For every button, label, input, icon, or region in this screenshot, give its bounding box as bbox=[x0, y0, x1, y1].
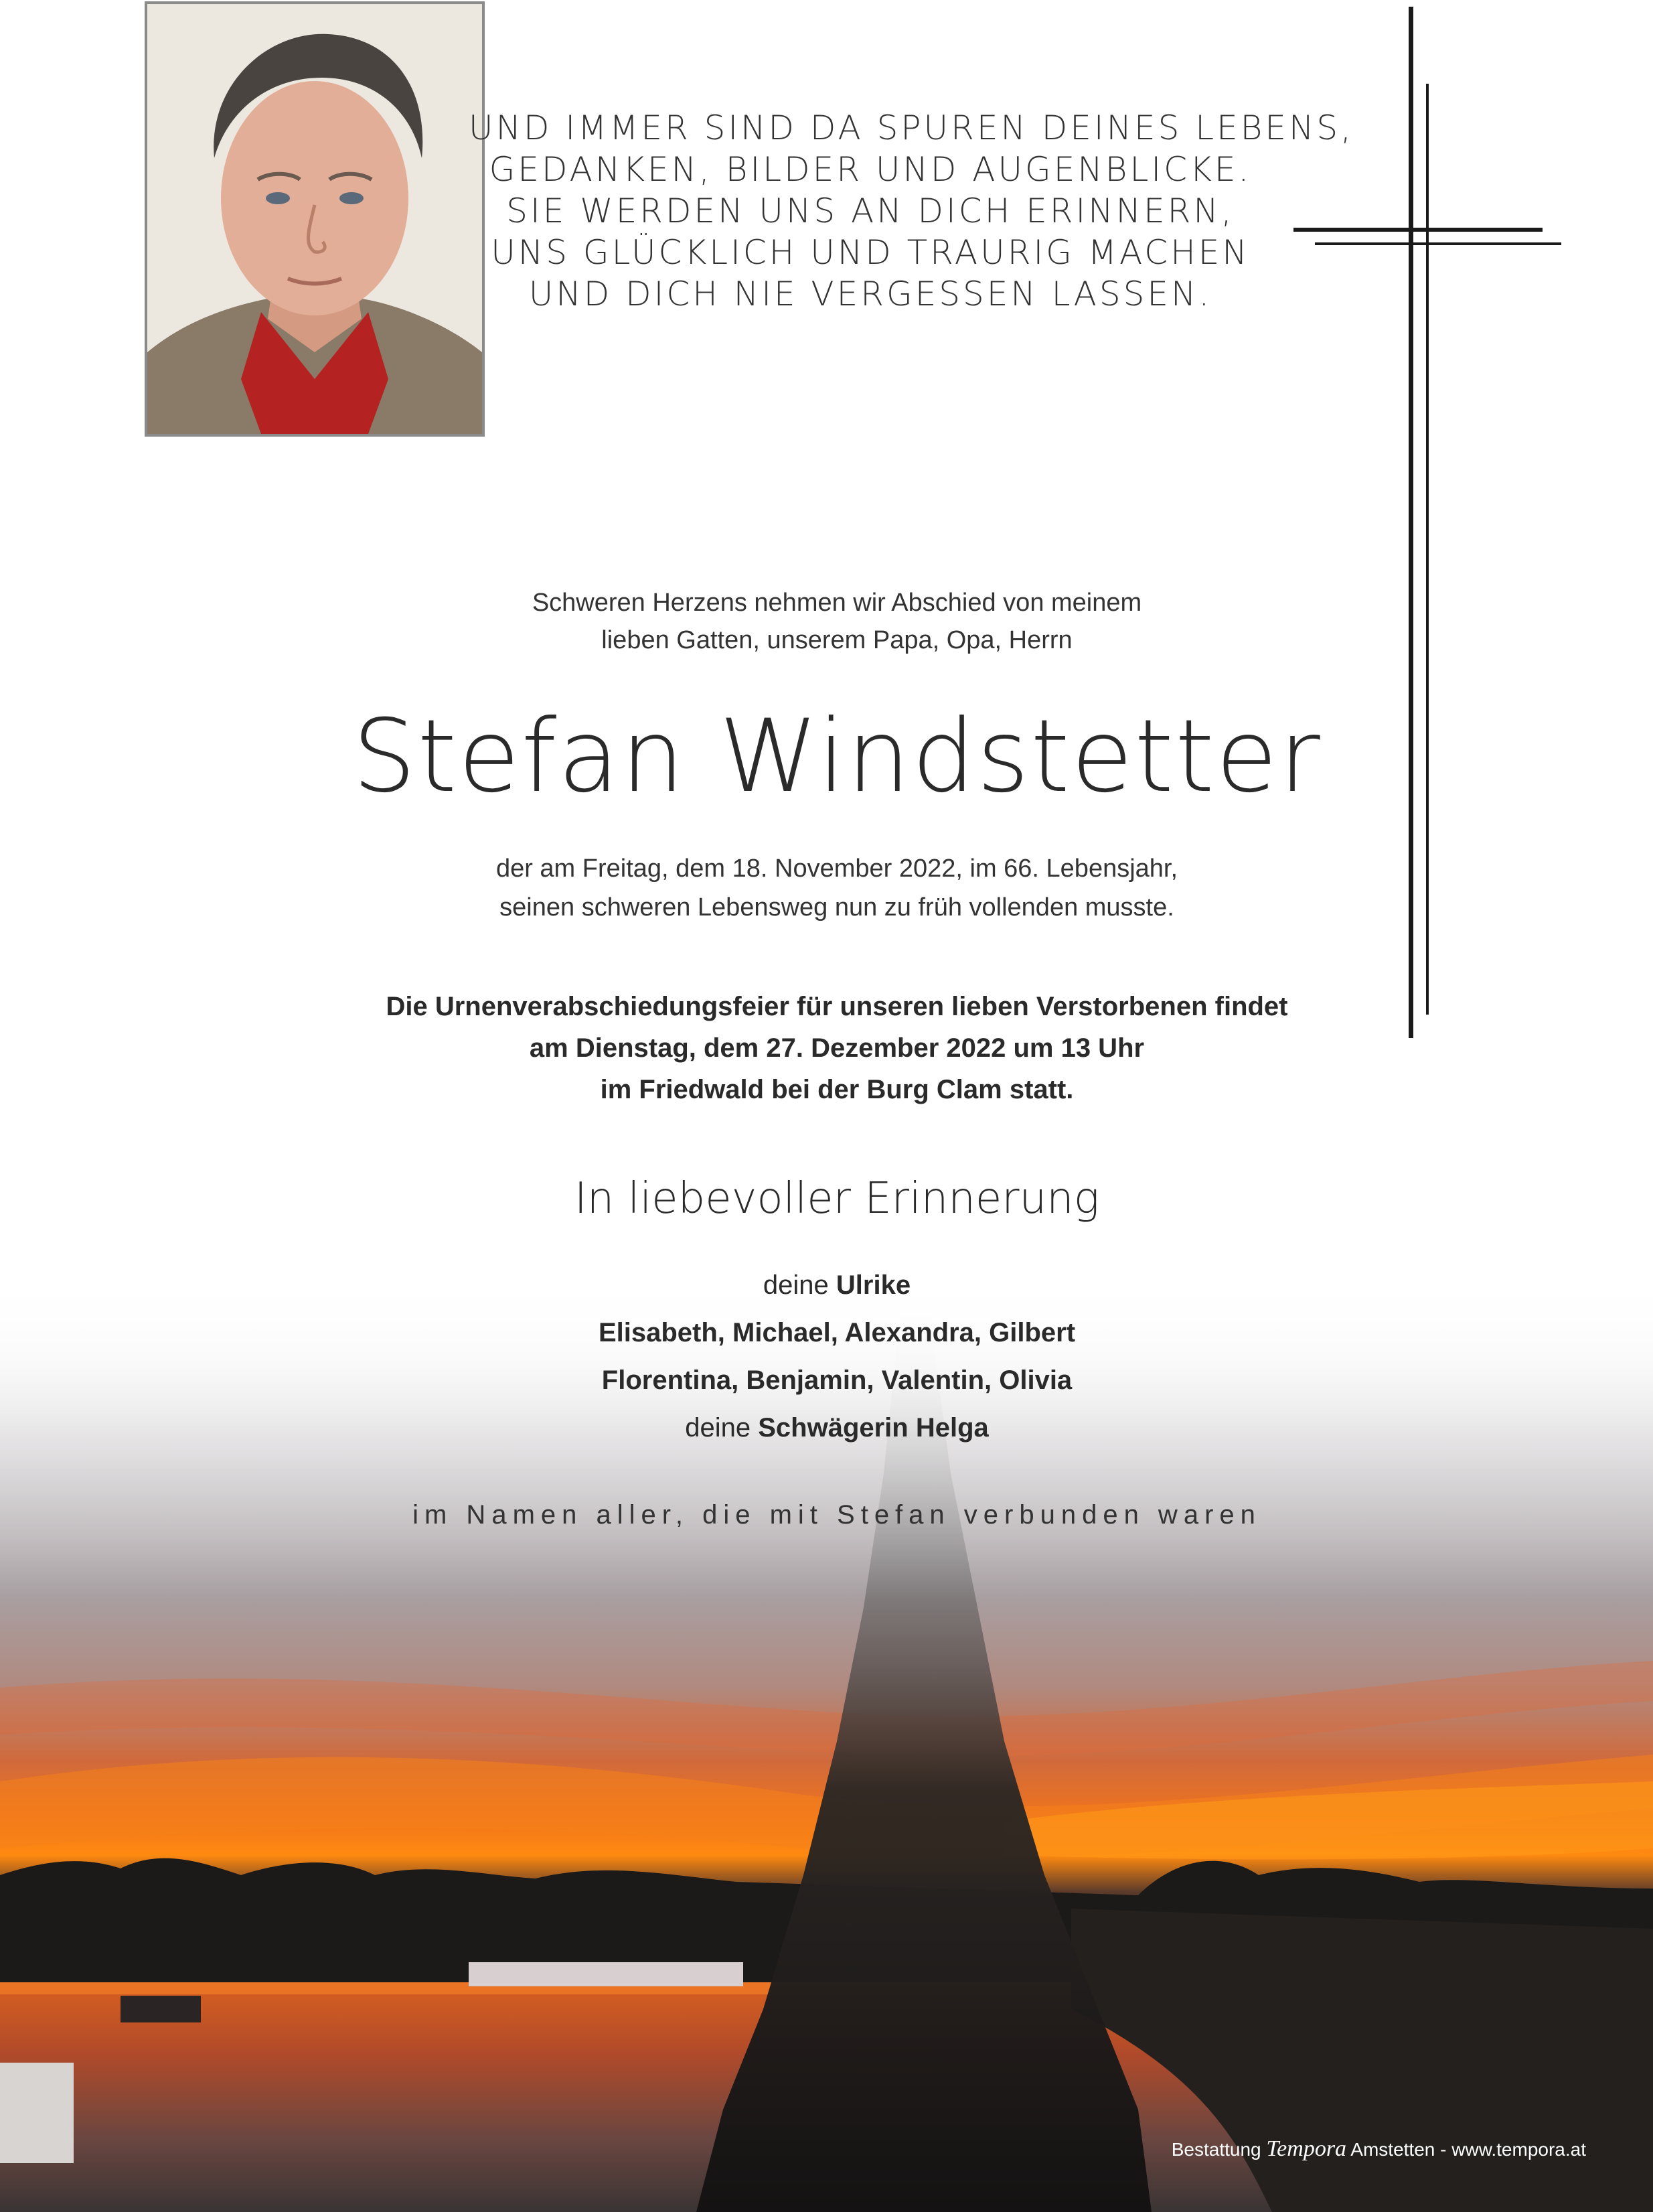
credit-city: Amstetten bbox=[1350, 2139, 1435, 2160]
mourner-names: Elisabeth, Michael, Alexandra, Gilbert bbox=[598, 1318, 1076, 1347]
ceremony-line: Die Urnenverabschiedungsfeier für unseren lieben Verstorbenen findet bbox=[386, 992, 1288, 1021]
mourner-name: Schwägerin Helga bbox=[758, 1413, 989, 1443]
signature-line: im Namen aller, die mit Stefan verbunden waren bbox=[412, 1500, 1261, 1530]
intro-text bbox=[254, 584, 1419, 659]
mourner-name: Ulrike bbox=[836, 1270, 911, 1300]
website-link[interactable]: www.tempora.at bbox=[1451, 2139, 1586, 2160]
mourner-prefix: deine bbox=[763, 1270, 829, 1300]
remembrance-heading: In liebevoller Erinnerung bbox=[574, 1174, 1100, 1224]
mourner-row bbox=[254, 1262, 1419, 1309]
intro-line: Schweren Herzens nehmen wir Abschied von meinem bbox=[532, 589, 1142, 617]
funeral-home-credit bbox=[1172, 2136, 1586, 2162]
portrait-photo bbox=[145, 1, 485, 437]
poem-line: UND DICH NIE VERGESSEN LASSEN. bbox=[528, 275, 1212, 313]
poem-line: UND IMMER SIND DA SPUREN DEINES LEBENS, bbox=[469, 108, 1354, 147]
credit-prefix: Bestattung bbox=[1171, 2139, 1261, 2160]
mourners-list bbox=[254, 1262, 1419, 1452]
mourner-names: Florentina, Benjamin, Valentin, Olivia bbox=[601, 1366, 1073, 1395]
credit-separator: - bbox=[1440, 2139, 1447, 2160]
death-notice bbox=[254, 849, 1419, 927]
death-line: seinen schweren Lebensweg nun zu früh vollenden musste. bbox=[499, 893, 1174, 921]
ceremony-line: am Dienstag, dem 27. Dezember 2022 um 13 Uhr bbox=[529, 1033, 1145, 1063]
mourner-row bbox=[254, 1404, 1419, 1452]
death-line: der am Freitag, dem 18. November 2022, im 66. Lebensjahr, bbox=[495, 855, 1178, 883]
poem-line: GEDANKEN, BILDER UND AUGENBLICKE. bbox=[489, 150, 1252, 189]
mourner-row bbox=[254, 1357, 1419, 1404]
ceremony-notice bbox=[254, 986, 1419, 1110]
poem-line: UNS GLÜCKLICH UND TRAURIG MACHEN bbox=[491, 233, 1250, 272]
poem-line: SIE WERDEN UNS AN DICH ERINNERN, bbox=[506, 192, 1235, 230]
mourner-prefix: deine bbox=[685, 1413, 751, 1443]
poem bbox=[469, 107, 1354, 315]
deceased-name: Stefan Windstetter bbox=[352, 698, 1322, 815]
mourner-row bbox=[254, 1309, 1419, 1357]
brand-logo: Tempora bbox=[1266, 2136, 1347, 2161]
ceremony-line: im Friedwald bei der Burg Clam statt. bbox=[600, 1075, 1074, 1104]
intro-line: lieben Gatten, unserem Papa, Opa, Herrn bbox=[601, 626, 1073, 654]
